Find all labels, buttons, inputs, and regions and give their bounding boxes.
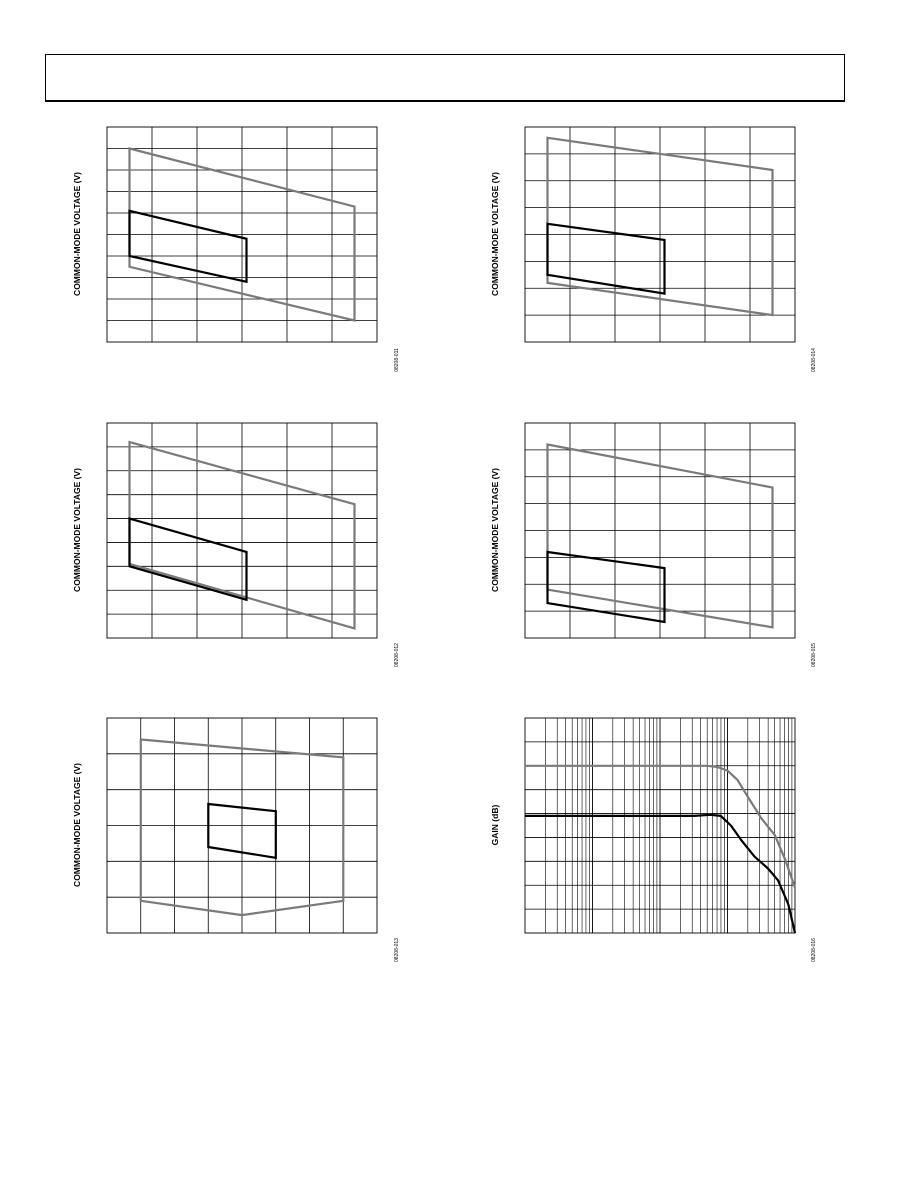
c3-y-axis-label: COMMON-MODE VOLTAGE (V) (72, 468, 82, 592)
c1-figure-id: 08208-011 (394, 348, 400, 372)
c4-figure-id: 08208-015 (811, 643, 817, 667)
c4-y-axis-label: COMMON-MODE VOLTAGE (V) (490, 468, 500, 592)
c2-figure-id: 08208-014 (811, 348, 817, 372)
c2-y-axis-label: COMMON-MODE VOLTAGE (V) (490, 172, 500, 296)
c5-figure-id: 08208-013 (394, 938, 400, 962)
c6-figure-id: 08208-016 (811, 938, 817, 962)
c5-y-axis-label: COMMON-MODE VOLTAGE (V) (72, 763, 82, 887)
c6-y-axis-label: GAIN (dB) (490, 804, 500, 846)
c3-figure-id: 08208-012 (394, 643, 400, 667)
c1-y-axis-label: COMMON-MODE VOLTAGE (V) (72, 172, 82, 296)
c3-inner-region (130, 519, 247, 600)
